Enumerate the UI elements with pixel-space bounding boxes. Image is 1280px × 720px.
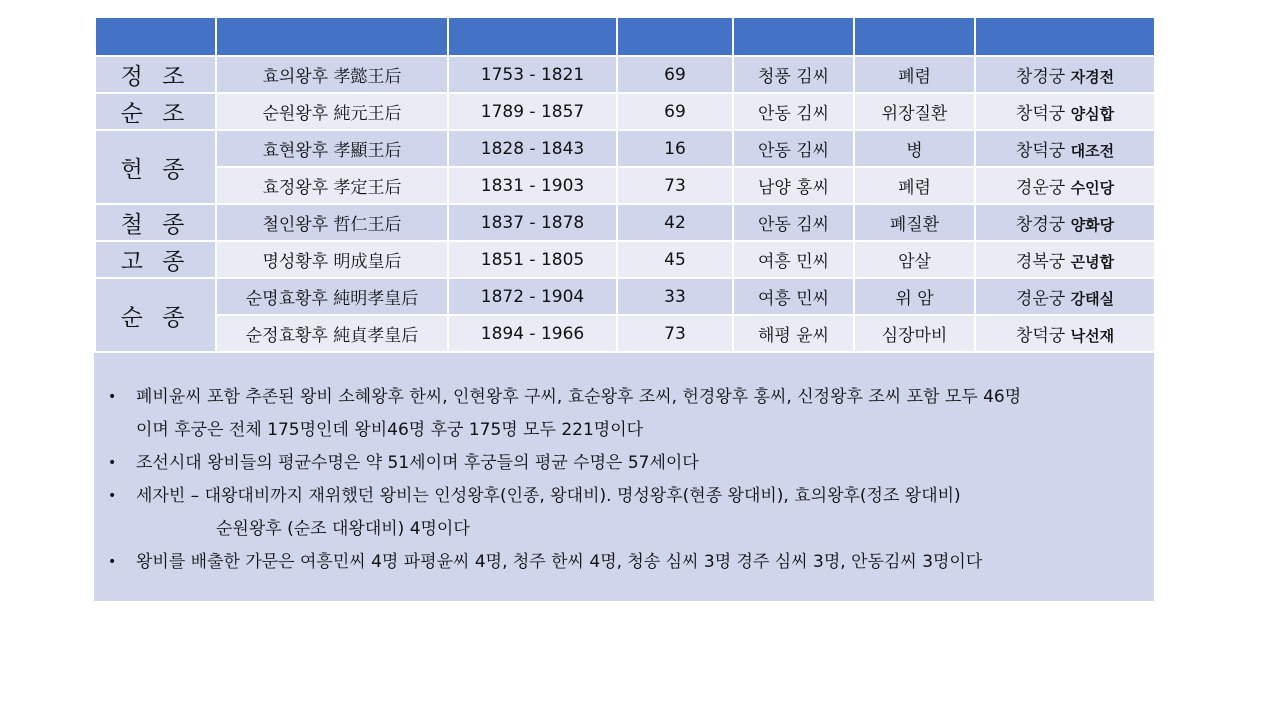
header-cell [95, 17, 216, 56]
death-place-cell [975, 130, 1155, 167]
slide [94, 16, 1154, 601]
notes-list [108, 381, 1134, 579]
queen-name-cell: 효정왕후 孝定王后 [216, 167, 448, 204]
note-item [108, 447, 1134, 480]
note-line: 조선시대 왕비들의 평균수명은 약 51세이며 후궁들의 평균 수명은 57세이다 [136, 453, 699, 473]
hall-name: 곤녕합 [1070, 253, 1115, 271]
lifespan-cell: 1837 - 1878 [448, 204, 617, 241]
cause-of-death-cell: 위 암 [854, 278, 975, 315]
queen-name-cell: 효현왕후 孝顯王后 [216, 130, 448, 167]
lifespan-cell: 1789 - 1857 [448, 93, 617, 130]
age-cell: 69 [617, 56, 733, 93]
palace-name: 창덕궁 [1015, 104, 1066, 124]
note-line: 왕비를 배출한 가문은 여흥민씨 4명 파평윤씨 4명, 청주 한씨 4명, 청송 심씨 3명 경주 심씨 3명, 안동김씨 3명이다 [136, 552, 983, 572]
king-name-cell: 헌 종 [95, 130, 216, 204]
table-row [95, 315, 1155, 352]
clan-cell: 여흥 민씨 [733, 278, 854, 315]
bullet-icon: • [108, 455, 117, 471]
king-name-cell: 순 조 [95, 93, 216, 130]
cause-of-death-cell: 폐렴 [854, 167, 975, 204]
age-cell: 33 [617, 278, 733, 315]
note-item [108, 381, 1134, 447]
table-header-row [95, 17, 1155, 56]
note-line: 폐비윤씨 포함 추존된 왕비 소혜왕후 한씨, 인현왕후 구씨, 효순왕후 조씨, 헌경왕후 홍씨, 신정왕후 조씨 포함 모두 46명 [136, 387, 1022, 407]
cause-of-death-cell: 위장질환 [854, 93, 975, 130]
hall-name: 수인당 [1070, 179, 1115, 197]
clan-cell: 안동 김씨 [733, 130, 854, 167]
note-item [108, 480, 1134, 546]
clan-cell: 남양 홍씨 [733, 167, 854, 204]
table-row [95, 56, 1155, 93]
cause-of-death-cell: 폐질환 [854, 204, 975, 241]
queen-name-cell: 순명효황후 純明孝皇后 [216, 278, 448, 315]
palace-name: 경운궁 [1015, 178, 1066, 198]
clan-cell: 안동 김씨 [733, 93, 854, 130]
death-place-cell [975, 56, 1155, 93]
age-cell: 73 [617, 167, 733, 204]
age-cell: 45 [617, 241, 733, 278]
table-row [95, 204, 1155, 241]
hall-name: 대조전 [1070, 142, 1115, 160]
table-row [95, 278, 1155, 315]
age-cell: 73 [617, 315, 733, 352]
queen-name-cell: 순원왕후 純元王后 [216, 93, 448, 130]
header-cell [975, 17, 1155, 56]
age-cell: 16 [617, 130, 733, 167]
hall-name: 낙선재 [1070, 327, 1115, 345]
clan-cell: 청풍 김씨 [733, 56, 854, 93]
death-place-cell [975, 167, 1155, 204]
age-cell: 42 [617, 204, 733, 241]
lifespan-cell: 1828 - 1843 [448, 130, 617, 167]
lifespan-cell: 1753 - 1821 [448, 56, 617, 93]
lifespan-cell: 1831 - 1903 [448, 167, 617, 204]
king-name-cell: 고 종 [95, 241, 216, 278]
death-place-cell [975, 93, 1155, 130]
cause-of-death-cell: 폐렴 [854, 56, 975, 93]
palace-name: 창경궁 [1015, 67, 1066, 87]
note-line: 이며 후궁은 전체 175명인데 왕비46명 후궁 175명 모두 221명이다 [136, 420, 644, 440]
lifespan-cell: 1894 - 1966 [448, 315, 617, 352]
cause-of-death-cell: 병 [854, 130, 975, 167]
header-cell [854, 17, 975, 56]
clan-cell: 안동 김씨 [733, 204, 854, 241]
palace-name: 창덕궁 [1015, 141, 1066, 161]
header-cell [216, 17, 448, 56]
table-row [95, 130, 1155, 167]
death-place-cell [975, 315, 1155, 352]
note-line: 세자빈 – 대왕대비까지 재위했던 왕비는 인성왕후(인종, 왕대비). 명성왕후(현종 왕대비), 효의왕후(정조 왕대비) [136, 486, 961, 506]
header-cell [617, 17, 733, 56]
table-row [95, 241, 1155, 278]
queens-table [94, 16, 1156, 353]
bullet-icon: • [108, 554, 117, 570]
palace-name: 경운궁 [1015, 289, 1066, 309]
clan-cell: 해평 윤씨 [733, 315, 854, 352]
king-name-cell: 철 종 [95, 204, 216, 241]
queen-name-cell: 효의왕후 孝懿王后 [216, 56, 448, 93]
cause-of-death-cell: 심장마비 [854, 315, 975, 352]
hall-name: 양심합 [1070, 105, 1115, 123]
queen-name-cell: 순정효황후 純貞孝皇后 [216, 315, 448, 352]
table-body [95, 56, 1155, 352]
age-cell: 69 [617, 93, 733, 130]
table-row [95, 93, 1155, 130]
bullet-icon: • [108, 488, 117, 504]
hall-name: 양화당 [1070, 216, 1115, 234]
header-cell [733, 17, 854, 56]
palace-name: 경복궁 [1015, 252, 1066, 272]
note-item [108, 546, 1134, 579]
death-place-cell [975, 278, 1155, 315]
palace-name: 창덕궁 [1015, 326, 1066, 346]
king-name-cell: 순 종 [95, 278, 216, 352]
notes-box [94, 353, 1154, 601]
death-place-cell [975, 241, 1155, 278]
table-row [95, 167, 1155, 204]
header-cell [448, 17, 617, 56]
hall-name: 자경전 [1070, 68, 1115, 86]
queen-name-cell: 명성황후 明成皇后 [216, 241, 448, 278]
lifespan-cell: 1851 - 1805 [448, 241, 617, 278]
note-line: 순원왕후 (순조 대왕대비) 4명이다 [216, 519, 470, 539]
lifespan-cell: 1872 - 1904 [448, 278, 617, 315]
death-place-cell [975, 204, 1155, 241]
king-name-cell: 정 조 [95, 56, 216, 93]
cause-of-death-cell: 암살 [854, 241, 975, 278]
bullet-icon: • [108, 389, 117, 405]
queen-name-cell: 철인왕후 哲仁王后 [216, 204, 448, 241]
clan-cell: 여흥 민씨 [733, 241, 854, 278]
hall-name: 강태실 [1070, 290, 1115, 308]
palace-name: 창경궁 [1015, 215, 1066, 235]
